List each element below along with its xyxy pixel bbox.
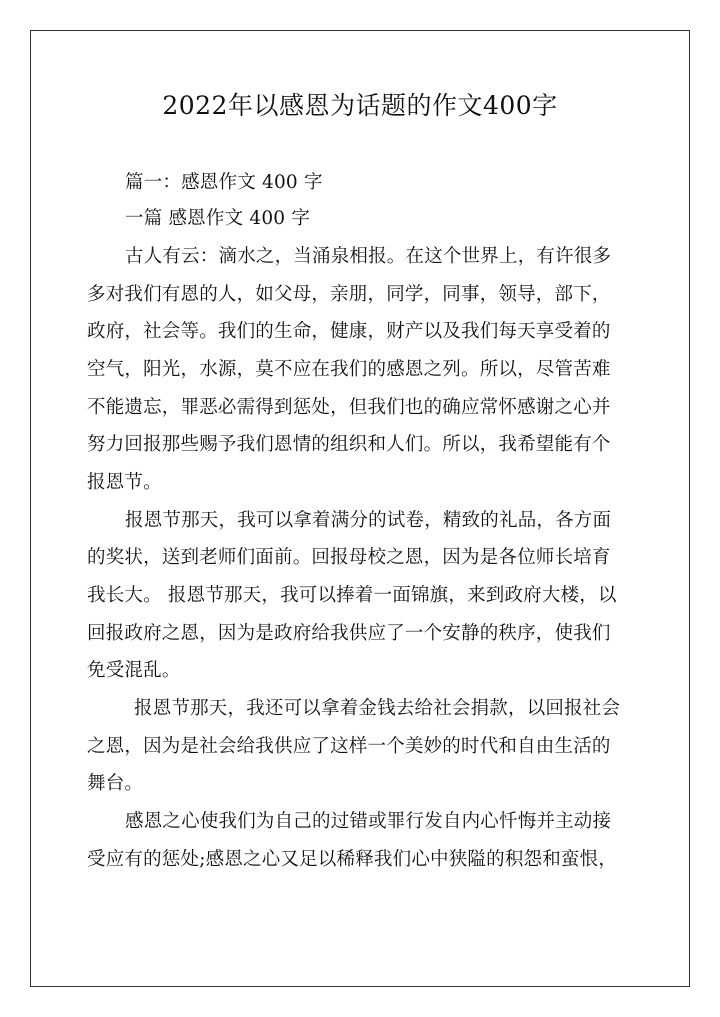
section-heading: 篇一：感恩作文 400 字 (125, 172, 323, 193)
body-line: 努力回报那些赐予我们恩情的组织和人们。所以，我希望能有个 (87, 434, 611, 455)
body-line: 回报政府之恩，因为是政府给我供应了一个安静的秩序，使我们 (87, 623, 611, 644)
body-line: 免受混乱。 (87, 660, 181, 681)
body-line: 舞台。 (87, 773, 144, 794)
body-line: 之恩，因为是社会给我供应了这样一个美妙的时代和自由生活的 (87, 736, 611, 757)
body-line: 报恩节。 (87, 472, 162, 493)
body-line: 空气，阳光，水源，莫不应在我们的感恩之列。所以，尽管苦难 (87, 359, 611, 380)
body-line: 报恩节那天，我还可以拿着金钱去给社会捐款，以回报社会 (134, 698, 621, 719)
body-line: 多对我们有恩的人，如父母，亲朋，同学，同事，领导，部下， (87, 284, 611, 305)
body-line: 政府，社会等。我们的生命，健康，财产以及我们每天享受着的 (87, 321, 611, 342)
body-line: 感恩之心使我们为自己的过错或罪行发自内心忏悔并主动接 (125, 811, 612, 832)
body-line: 不能遗忘，罪恶必需得到惩处，但我们也的确应常怀感谢之心并 (87, 397, 611, 418)
sub-heading: 一篇 感恩作文 400 字 (125, 208, 311, 229)
body-line: 我长大。 报恩节那天，我可以捧着一面锦旗，来到政府大楼，以 (87, 585, 617, 606)
body-line: 报恩节那天，我可以拿着满分的试卷，精致的礼品，各方面 (125, 510, 612, 531)
body-line: 古人有云：滴水之，当涌泉相报。在这个世界上，有许很多 (125, 246, 612, 267)
document-title: 2022年以感恩为话题的作文400字 (162, 91, 558, 120)
body-line: 受应有的惩处;感恩之心又足以稀释我们心中狭隘的积怨和蛮恨， (87, 849, 618, 870)
body-line: 的奖状，送到老师们面前。回报母校之恩，因为是各位师长培育 (87, 547, 611, 568)
